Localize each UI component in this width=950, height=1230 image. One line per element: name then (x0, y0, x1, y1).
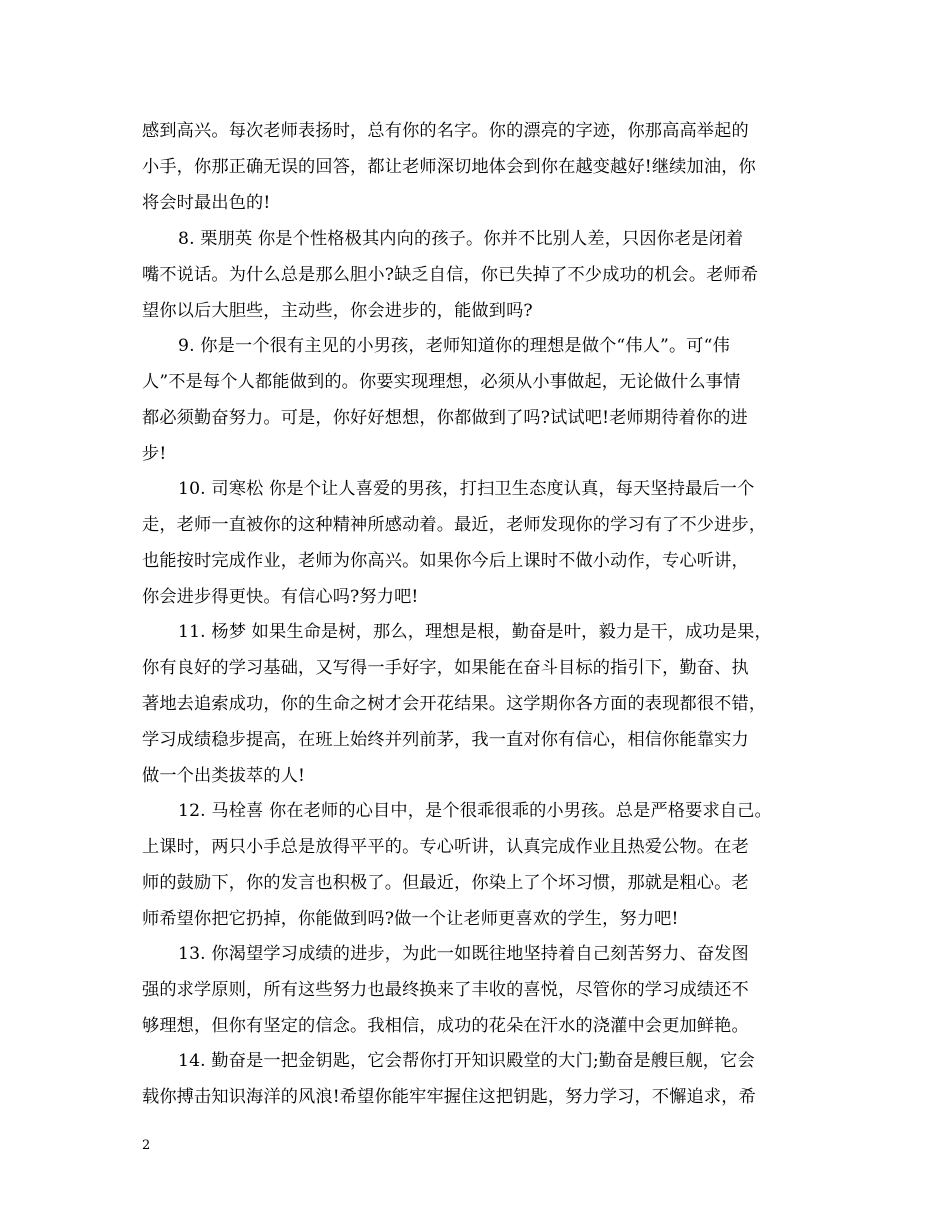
text-line: 做一个出类拔萃的人! (142, 766, 306, 786)
text-line: 著地去追索成功，你的生命之树才会开花结果。这学期你各方面的表现都很不错， (142, 694, 767, 714)
text-line: 载你搏击知识海洋的风浪!希望你能牢牢握住这把钥匙，努力学习，不懈追求，希 (142, 1087, 756, 1107)
text-line: 也能按时完成作业，老师为你高兴。如果你今后上课时不做小动作，专心听讲， (142, 551, 749, 571)
text-line: 小手，你那正确无误的回答，都让老师深切地体会到你在越变越好!继续加油，你 (142, 157, 756, 177)
comment-13-line: 13. 你渴望学习成绩的进步，为此一如既往地坚持着自己刻苦努力、奋发图 (178, 944, 749, 964)
text-line: 都必须勤奋努力。可是，你好好想想，你都做到了吗?试试吧!老师期待着你的进 (142, 408, 748, 428)
text-line: 望你以后大胆些，主动些，你会进步的，能做到吗? (142, 301, 533, 321)
text-line: 你会进步得更快。有信心吗?努力吧! (142, 587, 419, 607)
text-line: 人”不是每个人都能做到的。你要实现理想，必须从小事做起，无论做什么事情 (142, 372, 741, 392)
text-line: 师希望你把它扔掉，你能做到吗?做一个让老师更喜欢的学生，努力吧! (142, 909, 679, 929)
comment-8-line: 8. 栗朋英 你是个性格极其内向的孩子。你并不比别人差，只因你老是闭着 (178, 229, 744, 249)
text-line: 上课时，两只小手总是放得平平的。专心听讲，认真完成作业且热爱公物。在老 (142, 837, 749, 857)
comment-12-line: 12. 马栓喜 你在老师的心目中，是个很乖很乖的小男孩。总是严格要求自己。 (178, 801, 772, 821)
comment-11-line: 11. 杨梦 如果生命是树，那么，理想是根，勤奋是叶，毅力是干，成功是果， (178, 622, 772, 642)
comment-14-line: 14. 勤奋是一把金钥匙，它会帮你打开知识殿堂的大门;勤奋是艘巨舰，它会 (178, 1051, 755, 1071)
text-line: 走，老师一直被你的这种精神所感动着。最近，老师发现你的学习有了不少进步， (142, 515, 767, 535)
text-line: 将会时最出色的! (142, 193, 271, 213)
text-line: 够理想，但你有坚定的信念。我相信，成功的花朵在汗水的浇灌中会更加鲜艳。 (142, 1016, 749, 1036)
page-number: 2 (142, 1138, 151, 1153)
text-line: 强的求学原则，所有这些努力也最终换来了丰收的喜悦，尽管你的学习成绩还不 (142, 980, 749, 1000)
text-line: 感到高兴。每次老师表扬时，总有你的名字。你的漂亮的字迹，你那高高举起的 (142, 121, 749, 141)
text-line: 步! (142, 444, 167, 464)
text-line: 学习成绩稳步提高，在班上始终并列前茅，我一直对你有信心，相信你能靠实力 (142, 730, 749, 750)
text-line: 你有良好的学习基础，又写得一手好字，如果能在奋斗目标的指引下，勤奋、执 (142, 658, 749, 678)
text-line: 师的鼓励下，你的发言也积极了。但最近，你染上了个坏习惯，那就是粗心。老 (142, 873, 749, 893)
comment-10-line: 10. 司寒松 你是个让人喜爱的男孩，打扫卫生态度认真，每天坚持最后一个 (178, 479, 755, 499)
text-line: 嘴不说话。为什么总是那么胆小?缺乏自信，你已失掉了不少成功的机会。老师希 (142, 265, 759, 285)
comment-9-line: 9. 你是一个很有主见的小男孩，老师知道你的理想是做个“伟人”。可“伟 (178, 336, 730, 356)
